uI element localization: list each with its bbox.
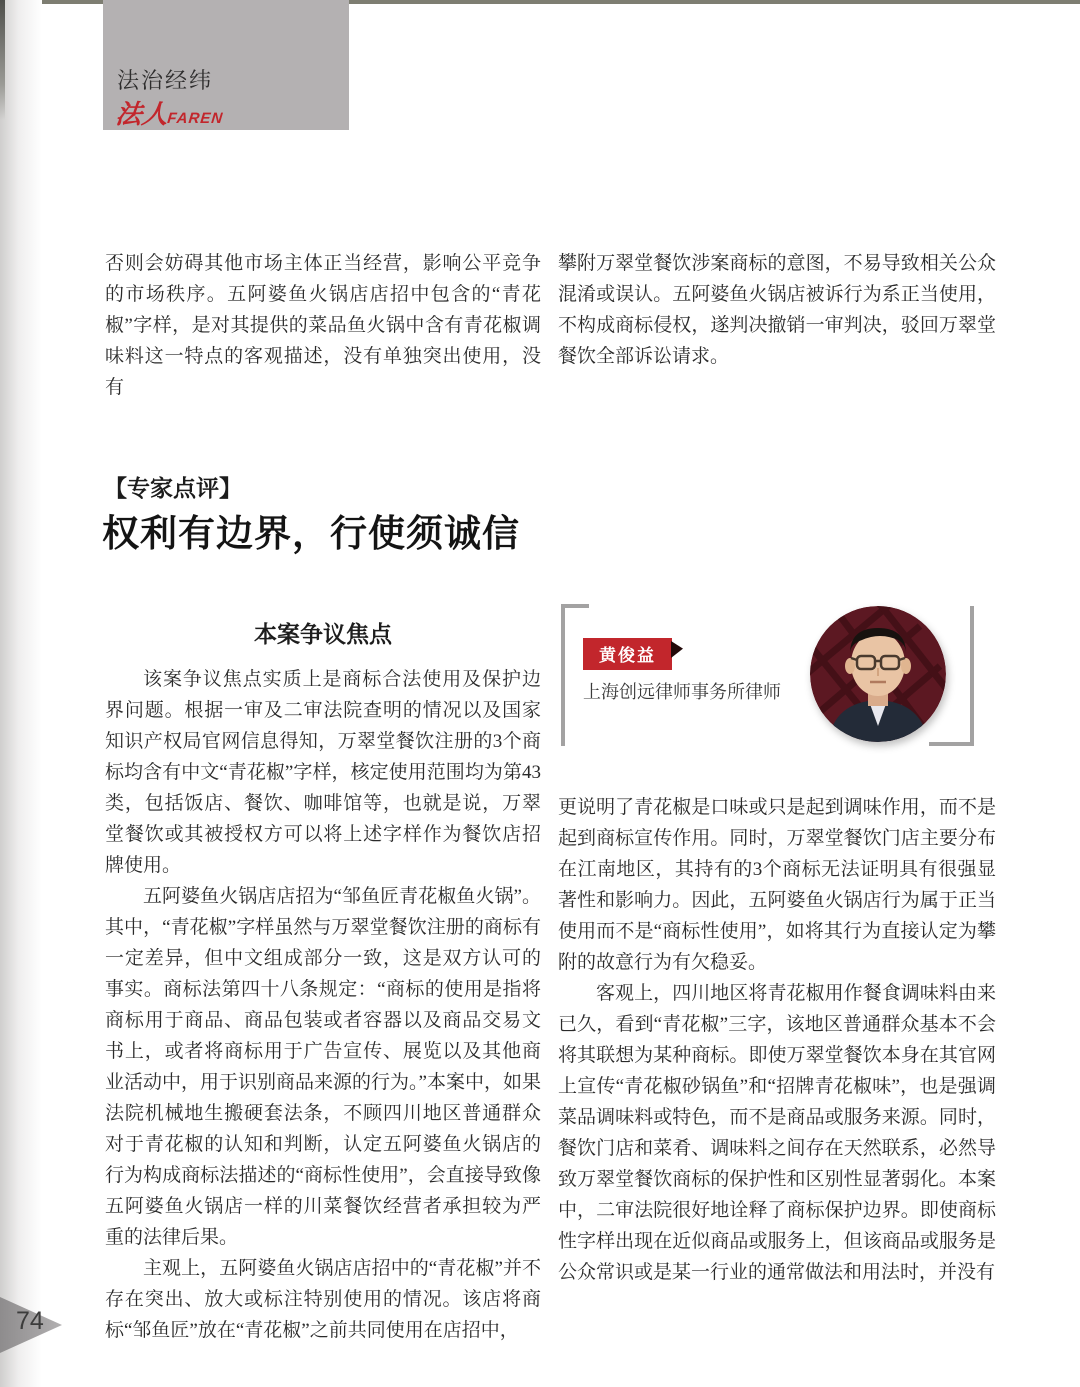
section-title: 法治经纬 [117, 68, 214, 93]
logo-chinese-text: 法人 [114, 99, 170, 129]
logo-latin-text: FAREN [166, 110, 225, 127]
portrait-photo [810, 606, 946, 742]
faren-magazine-logo [114, 94, 226, 131]
page-left-edge-shadow [0, 0, 42, 1387]
dispute-focus-subheading: 本案争议焦点 [254, 622, 392, 647]
commentary-paragraph: 该案争议焦点实质上是商标合法使用及保护边界问题。根据一审及二审法院查明的情况以及国家知识产权局官网信息得知，万翠堂餐饮注册的3个商标均含有中文“青花椒”字样，核定使用范围均为第43类，包括饭店、餐饮、咖啡馆等，也就是说，万翠堂餐饮或其被授权方可以将上述字样作为餐饮店招牌使用。 [105, 669, 541, 876]
commentary-paragraph: 五阿婆鱼火锅店店招为“邹鱼匠青花椒鱼火锅”。其中，“青花椒”字样虽然与万翠堂餐饮注册的商标有一定差异，但中文组成部分一致，这是双方认可的事实。商标法第四十八条规定：“商标的使用是指将商标用于商品、商品包装或者容器以及商品交易文书上，或者将商标用于广告宣传、展览以及其他商业活动中，用于识别商品来源的行为。”本案中，如果法院机械地生搬硬套法条，不顾四川地区普通群众对于青花椒的认知和判断，认定五阿婆鱼火锅店的行为构成商标法描述的“商标性使用”，会直接导致像五阿婆鱼火锅店一样的川菜餐饮经营者承担较为严重的法律后果。 [105, 886, 541, 1248]
article-title: 权利有边界，行使须诚信 [102, 513, 520, 554]
expert-profile-box [558, 598, 996, 760]
commentary-paragraph: 更说明了青花椒是口味或只是起到调味作用，而不是起到商标宣传作用。同时，万翠堂餐饮门店主要分布在江南地区，其持有的3个商标无法证明具有很强显著性和影响力。因此，五阿婆鱼火锅店行为属于正当使用而不是“商标性使用”，如将其行为直接认定为攀附的故意行为有欠稳妥。 [558, 797, 996, 973]
expert-affiliation: 上海创远律师事务所律师 [583, 682, 781, 702]
intro-paragraph-right-column: 攀附万翠堂餐饮涉案商标的意图，不易导致相关公众混淆或误认。五阿婆鱼火锅店被诉行为系正当使用，不构成商标侵权，遂判决撤销一审判决，驳回万翠堂餐饮全部诉讼请求。 [558, 253, 996, 367]
badge-fold-icon [671, 641, 683, 658]
intro-paragraph-left-column: 否则会妨碍其他市场主体正当经营，影响公平竞争的市场秩序。五阿婆鱼火锅店店招中包含的“青花椒”字样，是对其提供的菜品鱼火锅中含有青花椒调味料这一特点的客观描述，没有单独突出使用，没有 [105, 253, 541, 398]
section-header-box [103, 0, 349, 130]
expert-comment-kicker: 【专家点评】 [104, 475, 242, 501]
commentary-paragraph: 客观上，四川地区将青花椒用作餐食调味料由来已久，看到“青花椒”三字，该地区普通群众基本不会将其联想为某种商标。即使万翠堂餐饮本身在其官网上宣传“青花椒砂锅鱼”和“招牌青花椒味”，也是强调菜品调味料或特色，而不是商品或服务来源。同时，餐饮门店和菜肴、调味料之间存在天然联系，必然导致万翠堂餐饮商标的保护性和区别性显著弱化。本案中，二审法院很好地诠释了商标保护边界。即使商标性字样出现在近似商品或服务上，但该商品或服务是公众常识或是某一行业的通常做法和用法时，并没有 [558, 983, 996, 1283]
portrait-photo-illustration [810, 606, 946, 742]
expert-name: 黄俊益 [599, 646, 656, 665]
page-binding-mark [0, 0, 5, 120]
commentary-right-column [558, 792, 996, 1288]
page-number: 74 [16, 1307, 44, 1335]
commentary-left-column [105, 664, 541, 1346]
expert-name-badge [583, 638, 672, 670]
commentary-paragraph: 主观上，五阿婆鱼火锅店店招中的“青花椒”并不存在突出、放大或标注特别使用的情况。该店将商标“邹鱼匠”放在“青花椒”之前共同使用在店招中， [105, 1258, 541, 1341]
corner-bracket-top-left [561, 604, 589, 746]
